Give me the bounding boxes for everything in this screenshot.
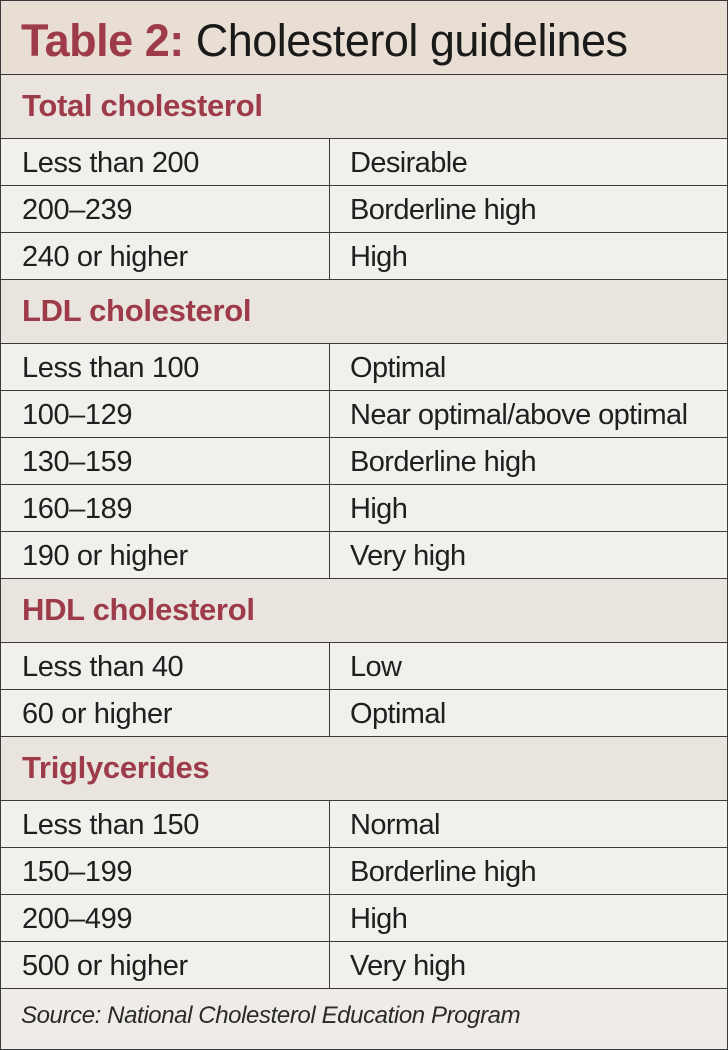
category-cell: Low: [350, 651, 402, 683]
table-row: [1, 942, 727, 989]
section-header-hdl-cholesterol: HDL cholesterol: [1, 579, 727, 643]
table-title: [1, 1, 727, 75]
table-row: [1, 690, 727, 737]
range-cell: 200–239: [1, 186, 330, 232]
category-cell: High: [350, 903, 408, 935]
table-row: [1, 532, 727, 579]
table-number: Table 2:: [21, 15, 184, 66]
range-cell: Less than 150: [1, 801, 330, 847]
range-cell: 60 or higher: [1, 690, 330, 736]
table-row: [1, 848, 727, 895]
range-cell: 240 or higher: [1, 233, 330, 279]
category-cell: Borderline high: [350, 194, 537, 226]
range-cell: 130–159: [1, 438, 330, 484]
category-cell: Optimal: [350, 352, 446, 384]
range-cell: 500 or higher: [1, 942, 330, 988]
range-cell: 200–499: [1, 895, 330, 941]
section-header-total-cholesterol: Total cholesterol: [1, 75, 727, 139]
table-row: [1, 233, 727, 280]
range-cell: 100–129: [1, 391, 330, 437]
section-header-triglycerides: Triglycerides: [1, 737, 727, 801]
range-cell: 150–199: [1, 848, 330, 894]
range-cell: 190 or higher: [1, 532, 330, 578]
category-cell: Desirable: [350, 147, 468, 179]
section-header-ldl-cholesterol: LDL cholesterol: [1, 280, 727, 344]
category-cell: Very high: [350, 950, 466, 982]
category-cell: Borderline high: [350, 446, 537, 478]
category-cell: Near optimal/above optimal: [350, 399, 688, 431]
category-cell: High: [350, 241, 408, 273]
table-row: [1, 485, 727, 532]
category-cell: Borderline high: [350, 856, 537, 888]
category-cell: Normal: [350, 809, 440, 841]
source-note: Source: National Cholesterol Education Program: [21, 1002, 521, 1029]
table-title-text: Cholesterol guidelines: [195, 15, 628, 66]
category-cell: High: [350, 493, 408, 525]
table-row: [1, 643, 727, 690]
table-row: [1, 186, 727, 233]
range-cell: Less than 40: [1, 643, 330, 689]
table-row: [1, 139, 727, 186]
table-row: [1, 391, 727, 438]
table-row: [1, 895, 727, 942]
category-cell: Optimal: [350, 698, 446, 730]
table-row: [1, 438, 727, 485]
range-cell: Less than 100: [1, 344, 330, 390]
range-cell: 160–189: [1, 485, 330, 531]
table-row: [1, 344, 727, 391]
table-row: [1, 801, 727, 848]
range-cell: Less than 200: [1, 139, 330, 185]
category-cell: Very high: [350, 540, 466, 572]
